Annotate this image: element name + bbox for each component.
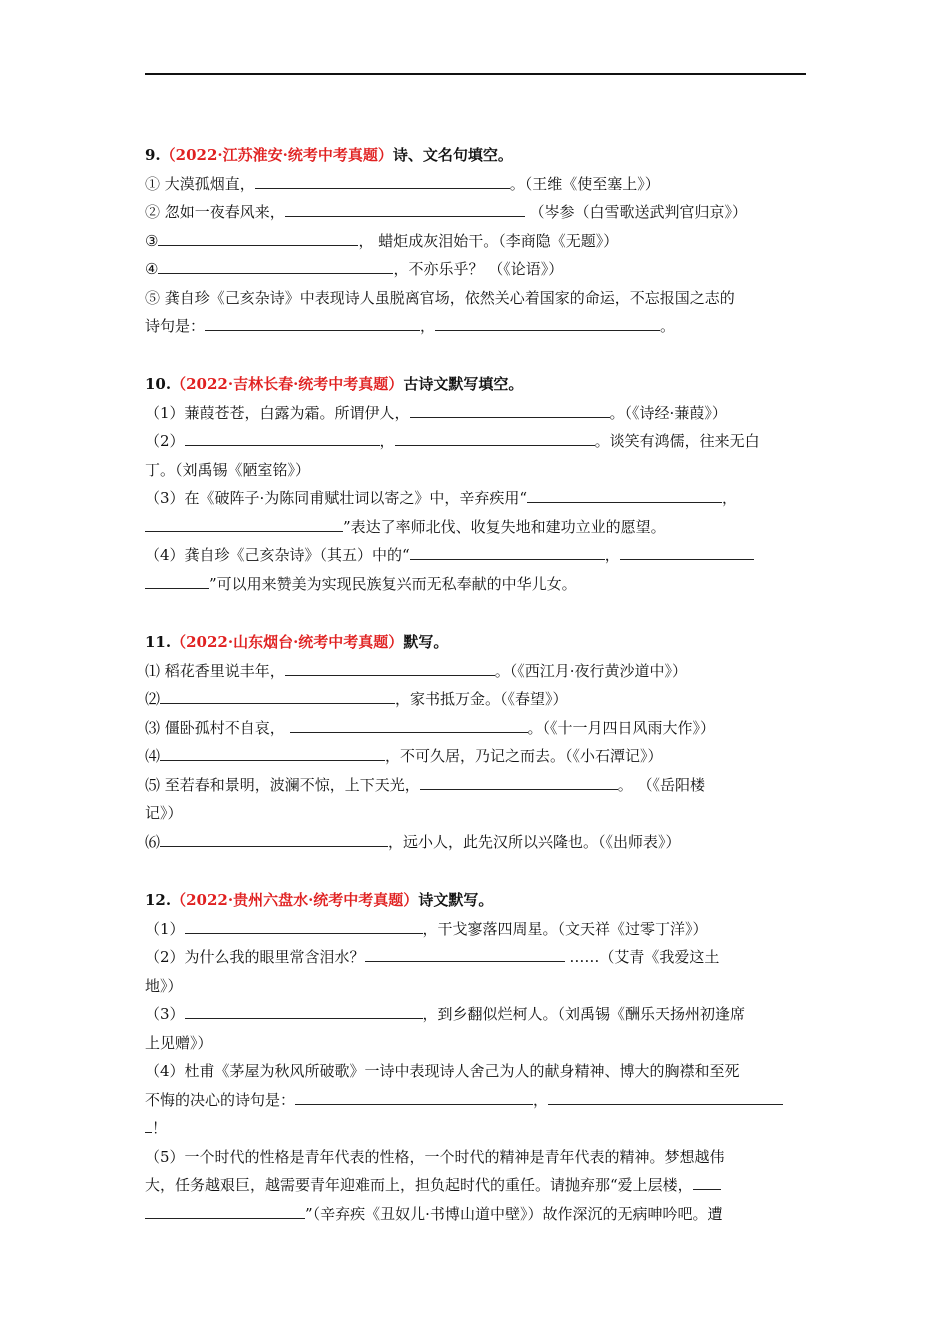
question-line: （1）蒹葭苍苍，白露为霜。所谓伊人， 。（《诗经·蒹葭》） (145, 403, 727, 422)
question-line: ⑸ 至若春和景明，波澜不惊，上下天光， 。 （《岳阳楼 (145, 775, 706, 794)
question-line: 上见赠》） (145, 1033, 213, 1052)
answer-blank[interactable] (158, 259, 393, 274)
question-line: 大，任务越艰巨，越需要青年迎难而上，担负起时代的重任。请抛弃那“爱上层楼， (145, 1171, 807, 1200)
question-line: ⑹ ，远小人，此先汉所以兴隆也。（《出师表》） (145, 832, 681, 851)
answer-blank[interactable] (435, 316, 660, 331)
question-line: ⑶ 僵卧孤村不自哀， 。（《十一月四日风雨大作》） (145, 718, 716, 737)
answer-blank[interactable] (145, 574, 209, 589)
question-source: （2022·贵州六盘水·统考中考真题） (171, 891, 419, 909)
question-line: ！ (145, 1114, 807, 1143)
answer-blank[interactable] (205, 316, 420, 331)
question-line: （4）杜甫《茅屋为秋风所破歌》一诗中表现诗人舍己为人的献身精神、博大的胸襟和至死 (145, 1062, 740, 1080)
answer-blank[interactable] (145, 1118, 152, 1133)
answer-blank[interactable] (160, 746, 385, 761)
question-number: 12. (145, 891, 172, 909)
question-line: 不悔的决心的诗句是： ， (145, 1086, 807, 1115)
question-heading (145, 141, 807, 170)
question-heading (145, 886, 807, 915)
question-line: 诗句是： ， 。 (145, 317, 676, 335)
question-line: （4）龚自珍《己亥杂诗》（其五）中的“ ， (145, 541, 807, 570)
question-source: （2022·山东烟台·统考中考真题） (171, 633, 404, 651)
answer-blank[interactable] (185, 919, 423, 934)
question-9 (145, 141, 807, 341)
answer-blank[interactable] (160, 689, 395, 704)
answer-blank[interactable] (620, 545, 754, 560)
answer-blank[interactable] (548, 1090, 783, 1105)
question-line: ⑷ ，不可久居，乃记之而去。（《小石潭记》） (145, 747, 663, 765)
question-heading (145, 370, 807, 399)
question-line: （3） ，到乡翻似烂柯人。（刘禹锡《酬乐天扬州初逢席 (145, 1005, 746, 1023)
question-11 (145, 628, 807, 856)
question-source: （2022·吉林长春·统考中考真题） (171, 375, 404, 393)
question-title: 诗文默写。 (418, 891, 494, 909)
answer-blank[interactable] (255, 174, 510, 189)
question-title: 诗、文名句填空。 (392, 146, 513, 164)
question-number: 10. (145, 375, 172, 393)
question-line: 丁。（刘禹锡《陋室铭》） (145, 460, 311, 479)
question-line: 地》） (145, 976, 183, 995)
answer-blank[interactable] (160, 832, 388, 847)
answer-blank[interactable] (145, 1204, 305, 1219)
question-line: （5）一个时代的性格是青年代表的性格，一个时代的精神是青年代表的精神。梦想越伟 (145, 1147, 725, 1166)
answer-blank[interactable] (527, 488, 722, 503)
answer-blank[interactable] (693, 1175, 721, 1190)
question-line: （1） ，干戈寥落四周星。（文天祥《过零丁洋》） (145, 919, 708, 938)
answer-blank[interactable] (285, 202, 525, 217)
question-line: ”（辛弃疾《丑奴儿·书博山道中壁》）故作深沉的无病呻吟吧。遭 (145, 1200, 807, 1229)
question-heading (145, 628, 807, 657)
question-line: ⑴ 稻花香里说丰年， 。（《西江月·夜行黄沙道中》） (145, 661, 688, 680)
answer-blank[interactable] (410, 545, 605, 560)
question-12 (145, 886, 807, 1228)
question-line: ④ ，不亦乐乎？ （《论语》） (145, 260, 564, 278)
question-line: ⑤ 龚自珍《己亥杂诗》中表现诗人虽脱离官场，依然关心着国家的命运，不忘报国之志的 (145, 288, 735, 307)
answer-blank[interactable] (145, 517, 343, 532)
question-source: （2022·江苏淮安·统考中考真题） (160, 146, 393, 164)
answer-blank[interactable] (420, 775, 618, 790)
question-number: 11. (145, 633, 172, 651)
question-line: ② 忽如一夜春风来， （岑参（白雪歌送武判官归京》） (145, 203, 748, 221)
question-title: 默写。 (403, 633, 449, 651)
question-title: 古诗文默写填空。 (403, 375, 524, 393)
question-line: ① 大漠孤烟直， 。（王维《使至塞上》） (145, 174, 660, 193)
answer-blank[interactable] (285, 661, 495, 676)
question-line: ”表达了率师北伐、收复失地和建功立业的愿望。 (145, 513, 807, 542)
question-line: ”可以用来赞美为实现民族复兴而无私奉献的中华儿女。 (145, 570, 807, 599)
question-10 (145, 370, 807, 598)
answer-blank[interactable] (365, 947, 565, 962)
answer-blank[interactable] (290, 718, 528, 733)
question-line: ⑵ ，家书抵万金。（《春望》） (145, 690, 568, 708)
answer-blank[interactable] (185, 431, 380, 446)
answer-blank[interactable] (295, 1090, 533, 1105)
question-line: （2）为什么我的眼里常含泪水？ ……（艾青《我爱这土 (145, 948, 720, 966)
answer-blank[interactable] (158, 231, 358, 246)
question-line: 记》） (145, 804, 183, 822)
question-line: ③ ， 蜡炬成灰泪始干。（李商隐《无题》） (145, 231, 619, 250)
answer-blank[interactable] (395, 431, 595, 446)
answer-blank[interactable] (185, 1004, 423, 1019)
question-number: 9. (145, 146, 161, 164)
question-line: （2） ， 。谈笑有鸿儒，往来无白 (145, 432, 760, 450)
header-rule (145, 73, 806, 75)
answer-blank[interactable] (410, 403, 610, 418)
question-line: （3）在《破阵子·为陈同甫赋壮词以寄之》中，辛弃疾用“ ， (145, 489, 737, 507)
